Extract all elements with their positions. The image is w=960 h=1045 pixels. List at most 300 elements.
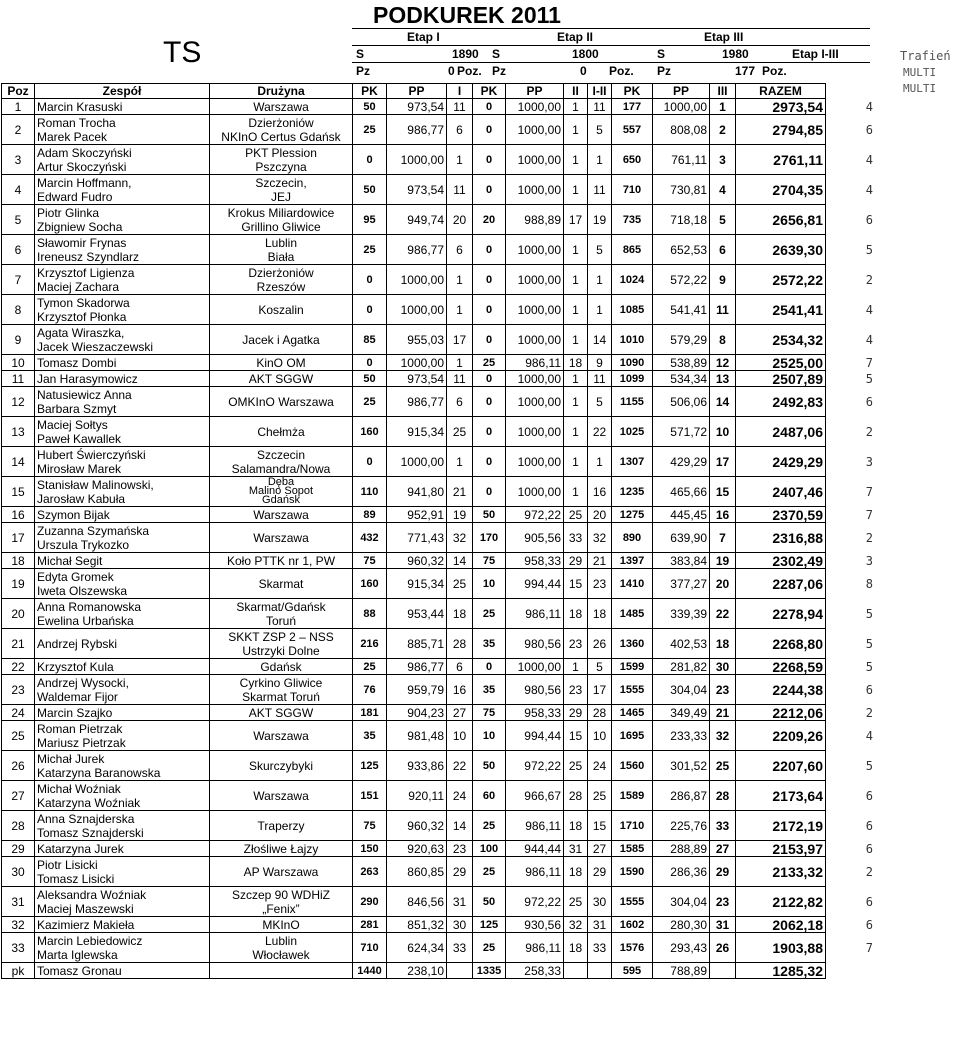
- team-members: [35, 235, 210, 265]
- cell-razem: 2492,83: [736, 387, 826, 417]
- cell-pk1: 160: [353, 417, 387, 447]
- cell-poz: 29: [2, 841, 35, 857]
- table-row: [2, 205, 896, 235]
- member-name: Marek Pacek: [37, 129, 108, 144]
- cell-pp1: 952,91: [387, 507, 447, 523]
- cell-p2: 28: [564, 781, 588, 811]
- member-name: Szymon Bijak: [37, 507, 110, 522]
- cell-pk2: 10: [473, 721, 506, 751]
- cell-pp2: 980,56: [506, 675, 564, 705]
- team-line: Jacek i Agatka: [242, 332, 320, 347]
- cell-p1: 16: [447, 675, 473, 705]
- member-name: Paweł Kawallek: [37, 431, 122, 446]
- cell-p1: 6: [447, 659, 473, 675]
- member-name: Jarosław Kabuła: [37, 491, 126, 506]
- cell-pk3: 890: [612, 523, 653, 553]
- col-header: PP: [506, 84, 564, 99]
- cell-pp3: 579,29: [653, 325, 710, 355]
- cell-p1: 27: [447, 705, 473, 721]
- team-line: Biała: [267, 249, 295, 264]
- cell-pk2: 1335: [473, 963, 506, 979]
- member-name: Tomasz Dombi: [37, 355, 117, 370]
- cell-p1: 31: [447, 887, 473, 917]
- team-members: [35, 811, 210, 841]
- cell-pp2: 1000,00: [506, 175, 564, 205]
- cell-pk1: 110: [353, 477, 387, 507]
- cell-pp2: 986,11: [506, 811, 564, 841]
- team-line: OMKInO Warszawa: [228, 394, 334, 409]
- member-name: Tymon Skadorwa: [37, 295, 130, 310]
- team-name: [210, 205, 353, 235]
- cell-traf: 4: [865, 99, 873, 114]
- cell-p3: 22: [710, 599, 736, 629]
- cell-pp1: 920,11: [387, 781, 447, 811]
- cell-pp1: 953,44: [387, 599, 447, 629]
- cell-pk3: 1025: [612, 417, 653, 447]
- cell-pk1: 432: [353, 523, 387, 553]
- cell-pp2: 1000,00: [506, 477, 564, 507]
- cell-razem: 2704,35: [736, 175, 826, 205]
- team-line: Skurczybyki: [248, 758, 313, 773]
- cell-pk1: 50: [353, 99, 387, 115]
- cell-pk1: 75: [353, 811, 387, 841]
- team-line: Traperzy: [257, 818, 305, 833]
- cell-traf: [826, 963, 896, 979]
- cell-p12: 5: [588, 235, 612, 265]
- cell-pk3: 1560: [612, 751, 653, 781]
- cell-traf: 4: [865, 152, 873, 167]
- stage-header: [352, 28, 870, 83]
- col-header: PK: [473, 84, 506, 99]
- cell-pp2: 1000,00: [506, 145, 564, 175]
- cell-p3: 27: [710, 841, 736, 857]
- table-row: [2, 659, 896, 675]
- member-name: Andrzej Wysocki,: [37, 675, 129, 690]
- cell-razem: 2153,97: [736, 841, 826, 857]
- cell-p2: 1: [564, 659, 588, 675]
- team-members: [35, 781, 210, 811]
- cell-traf: 5: [865, 606, 873, 621]
- cell-p12: [588, 963, 612, 979]
- team-members: [35, 355, 210, 371]
- cell-p3: 20: [710, 569, 736, 599]
- member-name: Maciej Zachara: [37, 279, 120, 294]
- cell-p3: 14: [710, 387, 736, 417]
- cell-pp3: 761,11: [653, 145, 710, 175]
- etap-3-pz: Pz: [657, 64, 672, 78]
- cell-pk3: 557: [612, 115, 653, 145]
- team-name: [210, 175, 353, 205]
- cell-poz: 12: [2, 387, 35, 417]
- cell-p2: 25: [564, 751, 588, 781]
- team-name: [210, 857, 353, 887]
- cell-poz: 31: [2, 887, 35, 917]
- cell-poz: 9: [2, 325, 35, 355]
- cell-pk2: 0: [473, 417, 506, 447]
- member-name: Tomasz Sznajderski: [37, 825, 144, 840]
- cell-pp3: 233,33: [653, 721, 710, 751]
- cell-p1: 23: [447, 841, 473, 857]
- team-line: Lublin: [264, 933, 298, 948]
- col-header: II: [564, 84, 588, 99]
- team-name: [210, 781, 353, 811]
- cell-p12: 28: [588, 705, 612, 721]
- cell-p1: 6: [447, 387, 473, 417]
- cell-p2: 23: [564, 629, 588, 659]
- cell-p2: 15: [564, 721, 588, 751]
- cell-poz: 23: [2, 675, 35, 705]
- team-members: [35, 295, 210, 325]
- team-members: [35, 417, 210, 447]
- cell-pk2: 25: [473, 599, 506, 629]
- cell-pp1: 933,86: [387, 751, 447, 781]
- cell-pk1: 151: [353, 781, 387, 811]
- cell-p3: 3: [710, 145, 736, 175]
- cell-p12: 5: [588, 387, 612, 417]
- cell-p1: 1: [447, 145, 473, 175]
- cell-pk2: 0: [473, 371, 506, 387]
- cell-razem: 2268,80: [736, 629, 826, 659]
- cell-pp2: 1000,00: [506, 115, 564, 145]
- cell-poz: 8: [2, 295, 35, 325]
- cell-pk3: 1307: [612, 447, 653, 477]
- member-name: Zuzanna Szymańska: [37, 523, 150, 538]
- cell-p3: 29: [710, 857, 736, 887]
- team-name: [210, 933, 353, 963]
- cell-pk2: 0: [473, 447, 506, 477]
- cell-pk1: 290: [353, 887, 387, 917]
- cell-pk3: 1710: [612, 811, 653, 841]
- cell-razem: 2172,19: [736, 811, 826, 841]
- cell-p1: 25: [447, 569, 473, 599]
- cell-razem: 2316,88: [736, 523, 826, 553]
- team-line: Gdańsk: [262, 494, 300, 506]
- team-line: MKInO: [262, 917, 300, 932]
- cell-pp3: 571,72: [653, 417, 710, 447]
- member-name: Krzysztof Kula: [37, 659, 114, 674]
- cell-poz: 30: [2, 857, 35, 887]
- team-members: [35, 841, 210, 857]
- cell-pp2: 1000,00: [506, 295, 564, 325]
- cell-pk1: 88: [353, 599, 387, 629]
- etap-3-poz: Poz.: [762, 64, 787, 78]
- cell-pk3: 1602: [612, 917, 653, 933]
- cell-pp3: 730,81: [653, 175, 710, 205]
- cell-p3: 2: [710, 115, 736, 145]
- cell-p12: 29: [588, 857, 612, 887]
- cell-p1: 14: [447, 811, 473, 841]
- cell-p2: 18: [564, 933, 588, 963]
- cell-pk2: 75: [473, 553, 506, 569]
- member-name: Krzysztof Ligienza: [37, 265, 135, 280]
- cell-pk1: 281: [353, 917, 387, 933]
- cell-pk3: 1590: [612, 857, 653, 887]
- cell-pp1: 920,63: [387, 841, 447, 857]
- member-name: Piotr Lisicki: [37, 857, 98, 872]
- cell-pp2: 972,22: [506, 507, 564, 523]
- team-members: [35, 675, 210, 705]
- table-row: [2, 387, 896, 417]
- cell-traf: 6: [865, 682, 873, 697]
- etap-2-poz: Poz.: [609, 64, 634, 78]
- team-name: [210, 99, 353, 115]
- cell-p12: 23: [588, 569, 612, 599]
- team-members: [35, 99, 210, 115]
- team-name: [210, 145, 353, 175]
- team-name: [210, 355, 353, 371]
- cell-poz: 17: [2, 523, 35, 553]
- cell-poz: 33: [2, 933, 35, 963]
- cell-pp3: 280,30: [653, 917, 710, 933]
- cell-p2: 18: [564, 857, 588, 887]
- cell-pk3: 710: [612, 175, 653, 205]
- cell-p2: 1: [564, 99, 588, 115]
- table-row: [2, 447, 896, 477]
- cell-pk1: 1440: [353, 963, 387, 979]
- team-members: [35, 887, 210, 917]
- team-name: [210, 387, 353, 417]
- cell-p2: 18: [564, 599, 588, 629]
- cell-pp1: 981,48: [387, 721, 447, 751]
- cell-p2: 1: [564, 115, 588, 145]
- cell-traf: 6: [865, 894, 873, 909]
- etap-1-s: S: [356, 47, 365, 61]
- cell-p2: 33: [564, 523, 588, 553]
- cell-p3: 16: [710, 507, 736, 523]
- cell-pp3: 225,76: [653, 811, 710, 841]
- cell-poz: 5: [2, 205, 35, 235]
- cell-pp1: 973,54: [387, 371, 447, 387]
- team-line: Złośliwe Łajzy: [243, 841, 319, 856]
- cell-razem: 2062,18: [736, 917, 826, 933]
- cell-p12: 14: [588, 325, 612, 355]
- member-name: Jacek Wieszaczewski: [37, 339, 154, 354]
- cell-p2: 1: [564, 477, 588, 507]
- etap-2-pz-value: 0: [580, 64, 587, 78]
- cell-razem: 2534,32: [736, 325, 826, 355]
- team-line: Toruń: [265, 613, 297, 628]
- cell-p12: 32: [588, 523, 612, 553]
- cell-pp3: 281,82: [653, 659, 710, 675]
- team-members: [35, 145, 210, 175]
- team-members: [35, 933, 210, 963]
- member-name: Ewelina Urbańska: [37, 613, 134, 628]
- team-members: [35, 477, 210, 507]
- cell-razem: 2302,49: [736, 553, 826, 569]
- cell-p12: 1: [588, 265, 612, 295]
- cell-traf: 3: [865, 454, 873, 469]
- cell-p3: 32: [710, 721, 736, 751]
- team-members: [35, 917, 210, 933]
- cell-poz: pk: [2, 963, 35, 979]
- member-name: Katarzyna Woźniak: [37, 795, 141, 810]
- col-header: PP: [387, 84, 447, 99]
- cell-pp3: 304,04: [653, 675, 710, 705]
- team-line: Krokus Miliardowice: [227, 205, 335, 220]
- cell-pp1: 986,77: [387, 659, 447, 675]
- table-row: [2, 417, 896, 447]
- team-members: [35, 569, 210, 599]
- team-line: KinO OM: [256, 355, 306, 370]
- team-line: Salamandra/Nowa: [231, 461, 331, 476]
- cell-pp3: 652,53: [653, 235, 710, 265]
- team-name: [210, 417, 353, 447]
- member-name: Natusiewicz Anna: [37, 387, 132, 402]
- member-name: Adam Skoczyński: [37, 145, 132, 160]
- cell-pp3: 538,89: [653, 355, 710, 371]
- cell-p2: 1: [564, 447, 588, 477]
- cell-poz: 20: [2, 599, 35, 629]
- cell-pp1: 955,03: [387, 325, 447, 355]
- cell-p2: 29: [564, 553, 588, 569]
- cell-pp1: 846,56: [387, 887, 447, 917]
- cell-razem: 1285,32: [736, 963, 826, 979]
- cell-p1: 19: [447, 507, 473, 523]
- cell-traf: 2: [865, 424, 873, 439]
- table-row: [2, 721, 896, 751]
- cell-razem: 2173,64: [736, 781, 826, 811]
- cell-razem: 2525,00: [736, 355, 826, 371]
- cell-p12: 17: [588, 675, 612, 705]
- cell-p1: 11: [447, 99, 473, 115]
- cell-pp1: 624,34: [387, 933, 447, 963]
- team-line: Cyrkino Gliwice: [239, 675, 323, 690]
- cell-p2: 1: [564, 175, 588, 205]
- table-row: [2, 917, 896, 933]
- etap-1-pz-value: 0: [448, 64, 455, 78]
- team-line: „Fenix”: [262, 901, 300, 916]
- team-line: PKT Plession: [245, 145, 317, 160]
- cell-pp2: 972,22: [506, 887, 564, 917]
- member-name: Waldemar Fijor: [37, 689, 118, 704]
- cell-traf: 4: [865, 332, 873, 347]
- member-name: Anna Sznajderska: [37, 811, 135, 826]
- cell-pk1: 150: [353, 841, 387, 857]
- etap-2-label: Etap II: [557, 30, 594, 44]
- cell-pp1: 1000,00: [387, 295, 447, 325]
- cell-p3: 17: [710, 447, 736, 477]
- cell-pk1: 25: [353, 387, 387, 417]
- col-header: III: [710, 84, 736, 99]
- cell-pk2: 0: [473, 295, 506, 325]
- cell-p1: 6: [447, 115, 473, 145]
- header-row: [2, 84, 896, 99]
- table-row: [2, 265, 896, 295]
- cell-pk1: 125: [353, 751, 387, 781]
- table-row: [2, 477, 896, 507]
- trafien-label: Trafień: [900, 49, 951, 63]
- cell-pk2: 100: [473, 841, 506, 857]
- cell-traf: 4: [865, 182, 873, 197]
- cell-poz: 6: [2, 235, 35, 265]
- cell-pk3: 595: [612, 963, 653, 979]
- cell-traf: 6: [865, 917, 873, 932]
- team-members: [35, 325, 210, 355]
- cell-pk2: 35: [473, 629, 506, 659]
- cell-razem: 2639,30: [736, 235, 826, 265]
- cell-pp3: 445,45: [653, 507, 710, 523]
- member-name: Ireneusz Szyndlarz: [37, 249, 140, 264]
- cell-p3: 28: [710, 781, 736, 811]
- cell-pp1: 238,10: [387, 963, 447, 979]
- cell-pk3: 1465: [612, 705, 653, 721]
- cell-pk3: 650: [612, 145, 653, 175]
- team-line: Dzierżoniów: [248, 115, 314, 130]
- cell-p12: 24: [588, 751, 612, 781]
- cell-poz: 18: [2, 553, 35, 569]
- member-name: Michał Jurek: [37, 751, 105, 766]
- table-row: [2, 887, 896, 917]
- cell-poz: 10: [2, 355, 35, 371]
- cell-pk1: 0: [353, 145, 387, 175]
- cell-pk2: 0: [473, 325, 506, 355]
- table-row: [2, 115, 896, 145]
- cell-p2: 1: [564, 265, 588, 295]
- cell-traf: 6: [865, 122, 873, 137]
- team-line: Ustrzyki Dolne: [242, 643, 320, 658]
- cell-p1: [447, 963, 473, 979]
- etap-1-pz: Pz: [356, 64, 371, 78]
- cell-p2: 23: [564, 675, 588, 705]
- cell-p1: 11: [447, 371, 473, 387]
- cell-traf: 2: [865, 530, 873, 545]
- cell-pp2: 1000,00: [506, 371, 564, 387]
- team-name: [210, 295, 353, 325]
- team-name: [210, 265, 353, 295]
- cell-poz: 15: [2, 477, 35, 507]
- cell-pk1: 0: [353, 265, 387, 295]
- cell-pk3: 1589: [612, 781, 653, 811]
- col-header: Poz: [2, 84, 35, 99]
- cell-p2: 15: [564, 569, 588, 599]
- member-name: Jan Harasymowicz: [37, 371, 138, 386]
- cell-pk3: 865: [612, 235, 653, 265]
- cell-pp2: 944,44: [506, 841, 564, 857]
- cell-p1: 1: [447, 447, 473, 477]
- team-members: [35, 705, 210, 721]
- cell-p1: 11: [447, 175, 473, 205]
- cell-p2: 29: [564, 705, 588, 721]
- cell-pk2: 0: [473, 115, 506, 145]
- col-header: PK: [612, 84, 653, 99]
- cell-razem: 2209,26: [736, 721, 826, 751]
- cell-poz: 11: [2, 371, 35, 387]
- team-line: Grillino Gliwice: [241, 219, 321, 234]
- team-line: Chełmża: [257, 424, 305, 439]
- table-row: [2, 553, 896, 569]
- team-members: [35, 963, 210, 979]
- cell-pp1: 915,34: [387, 417, 447, 447]
- team-members: [35, 371, 210, 387]
- cell-pk2: 25: [473, 811, 506, 841]
- cell-pp2: 986,11: [506, 857, 564, 887]
- cell-razem: 2973,54: [736, 99, 826, 115]
- cell-pk2: 0: [473, 477, 506, 507]
- team-name: [210, 523, 353, 553]
- cell-pp3: 286,36: [653, 857, 710, 887]
- etap-3-s: S: [657, 47, 666, 61]
- cell-pk3: 1090: [612, 355, 653, 371]
- cell-pp2: 994,44: [506, 721, 564, 751]
- team-members: [35, 447, 210, 477]
- cell-traf: 6: [865, 818, 873, 833]
- cell-pk3: 1485: [612, 599, 653, 629]
- cell-p12: 20: [588, 507, 612, 523]
- cell-p2: 32: [564, 917, 588, 933]
- cell-pp1: 1000,00: [387, 145, 447, 175]
- team-line: Skarmat/Gdańsk: [236, 599, 326, 614]
- team-name: [210, 963, 353, 979]
